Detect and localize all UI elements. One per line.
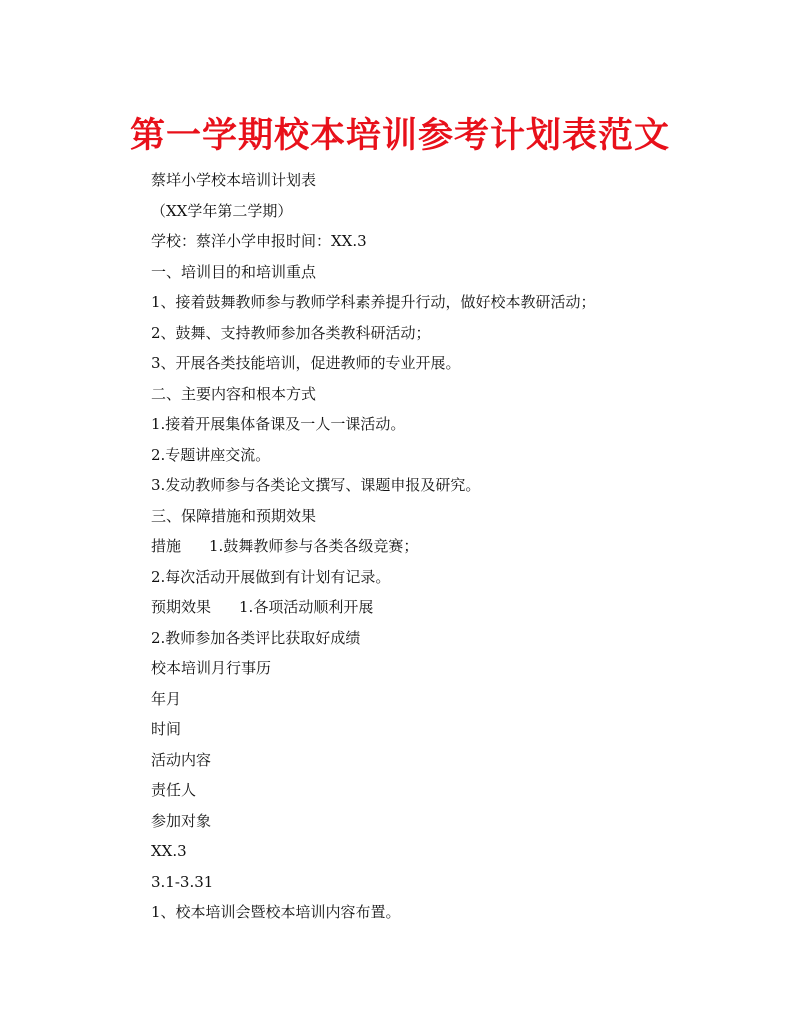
section-heading-content: 二、主要内容和根本方式 — [151, 384, 317, 403]
goal-item-3: 3、开展各类技能培训，促进教师的专业开展。 — [151, 354, 461, 372]
measures-label: 措施 — [151, 537, 182, 555]
table-header-month: 年月 — [151, 689, 182, 708]
measures-line — [151, 531, 711, 562]
expected-label: 预期效果 — [151, 598, 212, 616]
school-report-time-line: 学校：蔡洋小学申报时间：XX.3 — [151, 232, 367, 250]
section-heading-goals: 一、培训目的和培训重点 — [151, 262, 317, 281]
school-plan-heading: 蔡垟小学校本培训计划表 — [151, 171, 317, 189]
table-cell-time: 3.1-3.31 — [151, 872, 214, 891]
goal-item-2: 2、鼓舞、支持教师参加各类教科研活动； — [151, 323, 431, 342]
content-item-2: 2.专题讲座交流。 — [151, 445, 271, 464]
table-header-responsible: 责任人 — [151, 781, 197, 799]
content-item-3: 3.发动教师参与各类论文撰写、课题申报及研究。 — [151, 476, 481, 494]
table-header-activity: 活动内容 — [151, 750, 212, 769]
table-cell-month: XX.3 — [151, 842, 187, 860]
content-item-1: 1.接着开展集体备课及一人一课活动。 — [151, 415, 406, 433]
table-cell-activity: 1、校本培训会暨校本培训内容布置。 — [151, 903, 401, 921]
goal-item-1: 1、接着鼓舞教师参与教师学科素养提升行动，做好校本教研活动； — [151, 293, 596, 311]
document-body — [151, 165, 711, 928]
measures-item-2: 2.每次活动开展做到有计划有记录。 — [151, 567, 391, 586]
measures-item-1: 1.鼓舞教师参与各类各级竞赛； — [209, 537, 419, 555]
expected-item-2: 2.教师参加各类评比获取好成绩 — [151, 628, 361, 647]
table-header-participants: 参加对象 — [151, 811, 212, 830]
document-title: 第一学期校本培训参考计划表范文 — [129, 116, 670, 156]
section-heading-measures: 三、保障措施和预期效果 — [151, 506, 317, 525]
semester-line: （XX学年第二学期） — [151, 201, 293, 220]
table-header-time: 时间 — [151, 720, 182, 738]
expected-line — [151, 592, 711, 623]
calendar-heading: 校本培训月行事历 — [151, 659, 272, 677]
expected-item-1: 1.各项活动顺利开展 — [239, 598, 374, 616]
